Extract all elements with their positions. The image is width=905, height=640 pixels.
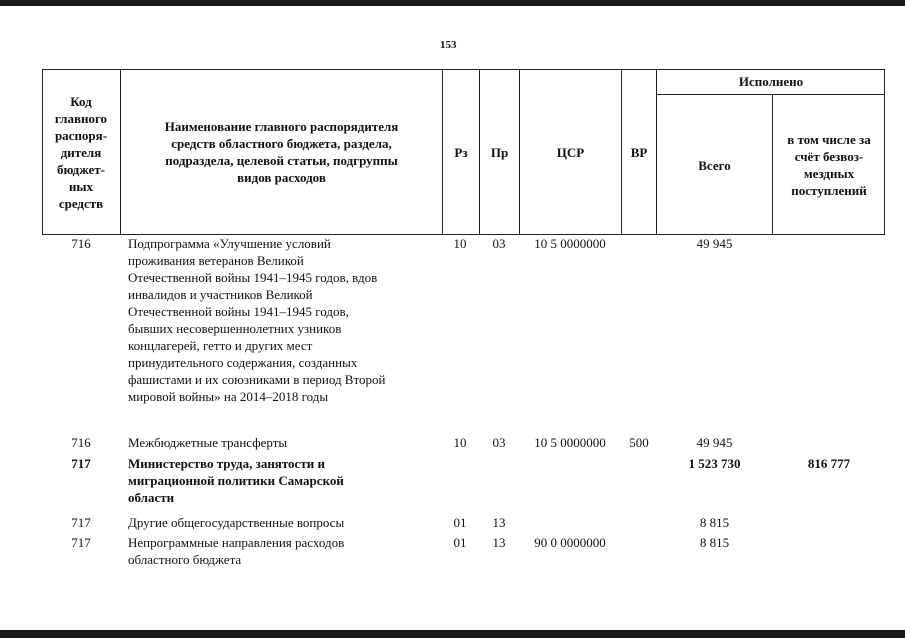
row-rz: 01	[453, 515, 467, 530]
row-rz: 10	[453, 435, 467, 450]
row-bezv: 816 777	[807, 456, 851, 471]
row-code: 717	[71, 515, 91, 530]
row-name: Другие общегосударственные вопросы	[128, 515, 345, 530]
header-rz: Рз	[454, 144, 468, 160]
row-pr: 13	[492, 535, 506, 550]
row-name: Межбюджетные трансферты	[128, 435, 288, 450]
bottom-border-rule	[0, 630, 905, 638]
row-total: 49 945	[696, 236, 733, 251]
row-pr: 13	[492, 515, 506, 530]
row-csr: 10 5 0000000	[534, 435, 606, 450]
row-rz: 01	[453, 535, 467, 550]
row-code: 717	[71, 535, 91, 550]
row-code: 716	[71, 435, 91, 450]
header-bezv: в том числе за счёт безвоз- мездных поступлений	[787, 132, 871, 198]
row-rz: 10	[453, 236, 467, 251]
header-name: Наименование главного распорядителя средств областного бюджета, раздела, подраздела, целевой статьи, подгруппы видов расходов	[164, 119, 399, 185]
row-pr: 03	[492, 435, 506, 450]
header-code: Код главного распоря- дителя бюджет- ных средств	[54, 93, 108, 211]
header-pr: Пр	[490, 144, 509, 160]
page-number: 153	[440, 39, 457, 51]
header-total: Всего	[698, 157, 731, 173]
row-name: Непрограммные направления расходов областного бюджета	[128, 535, 345, 567]
row-csr: 90 0 0000000	[534, 535, 606, 550]
row-total: 1 523 730	[688, 456, 741, 471]
row-total: 8 815	[699, 515, 730, 530]
row-name: Министерство труда, занятости и миграционной политики Самарской области	[128, 456, 344, 505]
header-vr: ВР	[630, 144, 648, 160]
row-pr: 03	[492, 236, 506, 251]
row-total: 8 815	[699, 535, 730, 550]
header-executed: Исполнено	[738, 74, 804, 89]
row-total: 49 945	[696, 435, 733, 450]
header-csr: ЦСР	[556, 144, 585, 160]
row-code: 716	[71, 236, 91, 251]
row-vr: 500	[629, 435, 649, 450]
top-border-rule	[0, 0, 905, 6]
row-code: 717	[71, 456, 91, 471]
row-csr: 10 5 0000000	[534, 236, 606, 251]
row-name: Подпрограмма «Улучшение условий проживания ветеранов Великой Отечественной войны 1941–1945 годов, вдов инвалидов и участников Великой Отечественной войны 1941–1945 годов, бывших несовершеннолетних узников концлагерей, гетто и других мест принудительного содержания, созданных фашистами и их союзниками в период Второй мировой войны» на 2014–2018 годы	[128, 236, 386, 404]
